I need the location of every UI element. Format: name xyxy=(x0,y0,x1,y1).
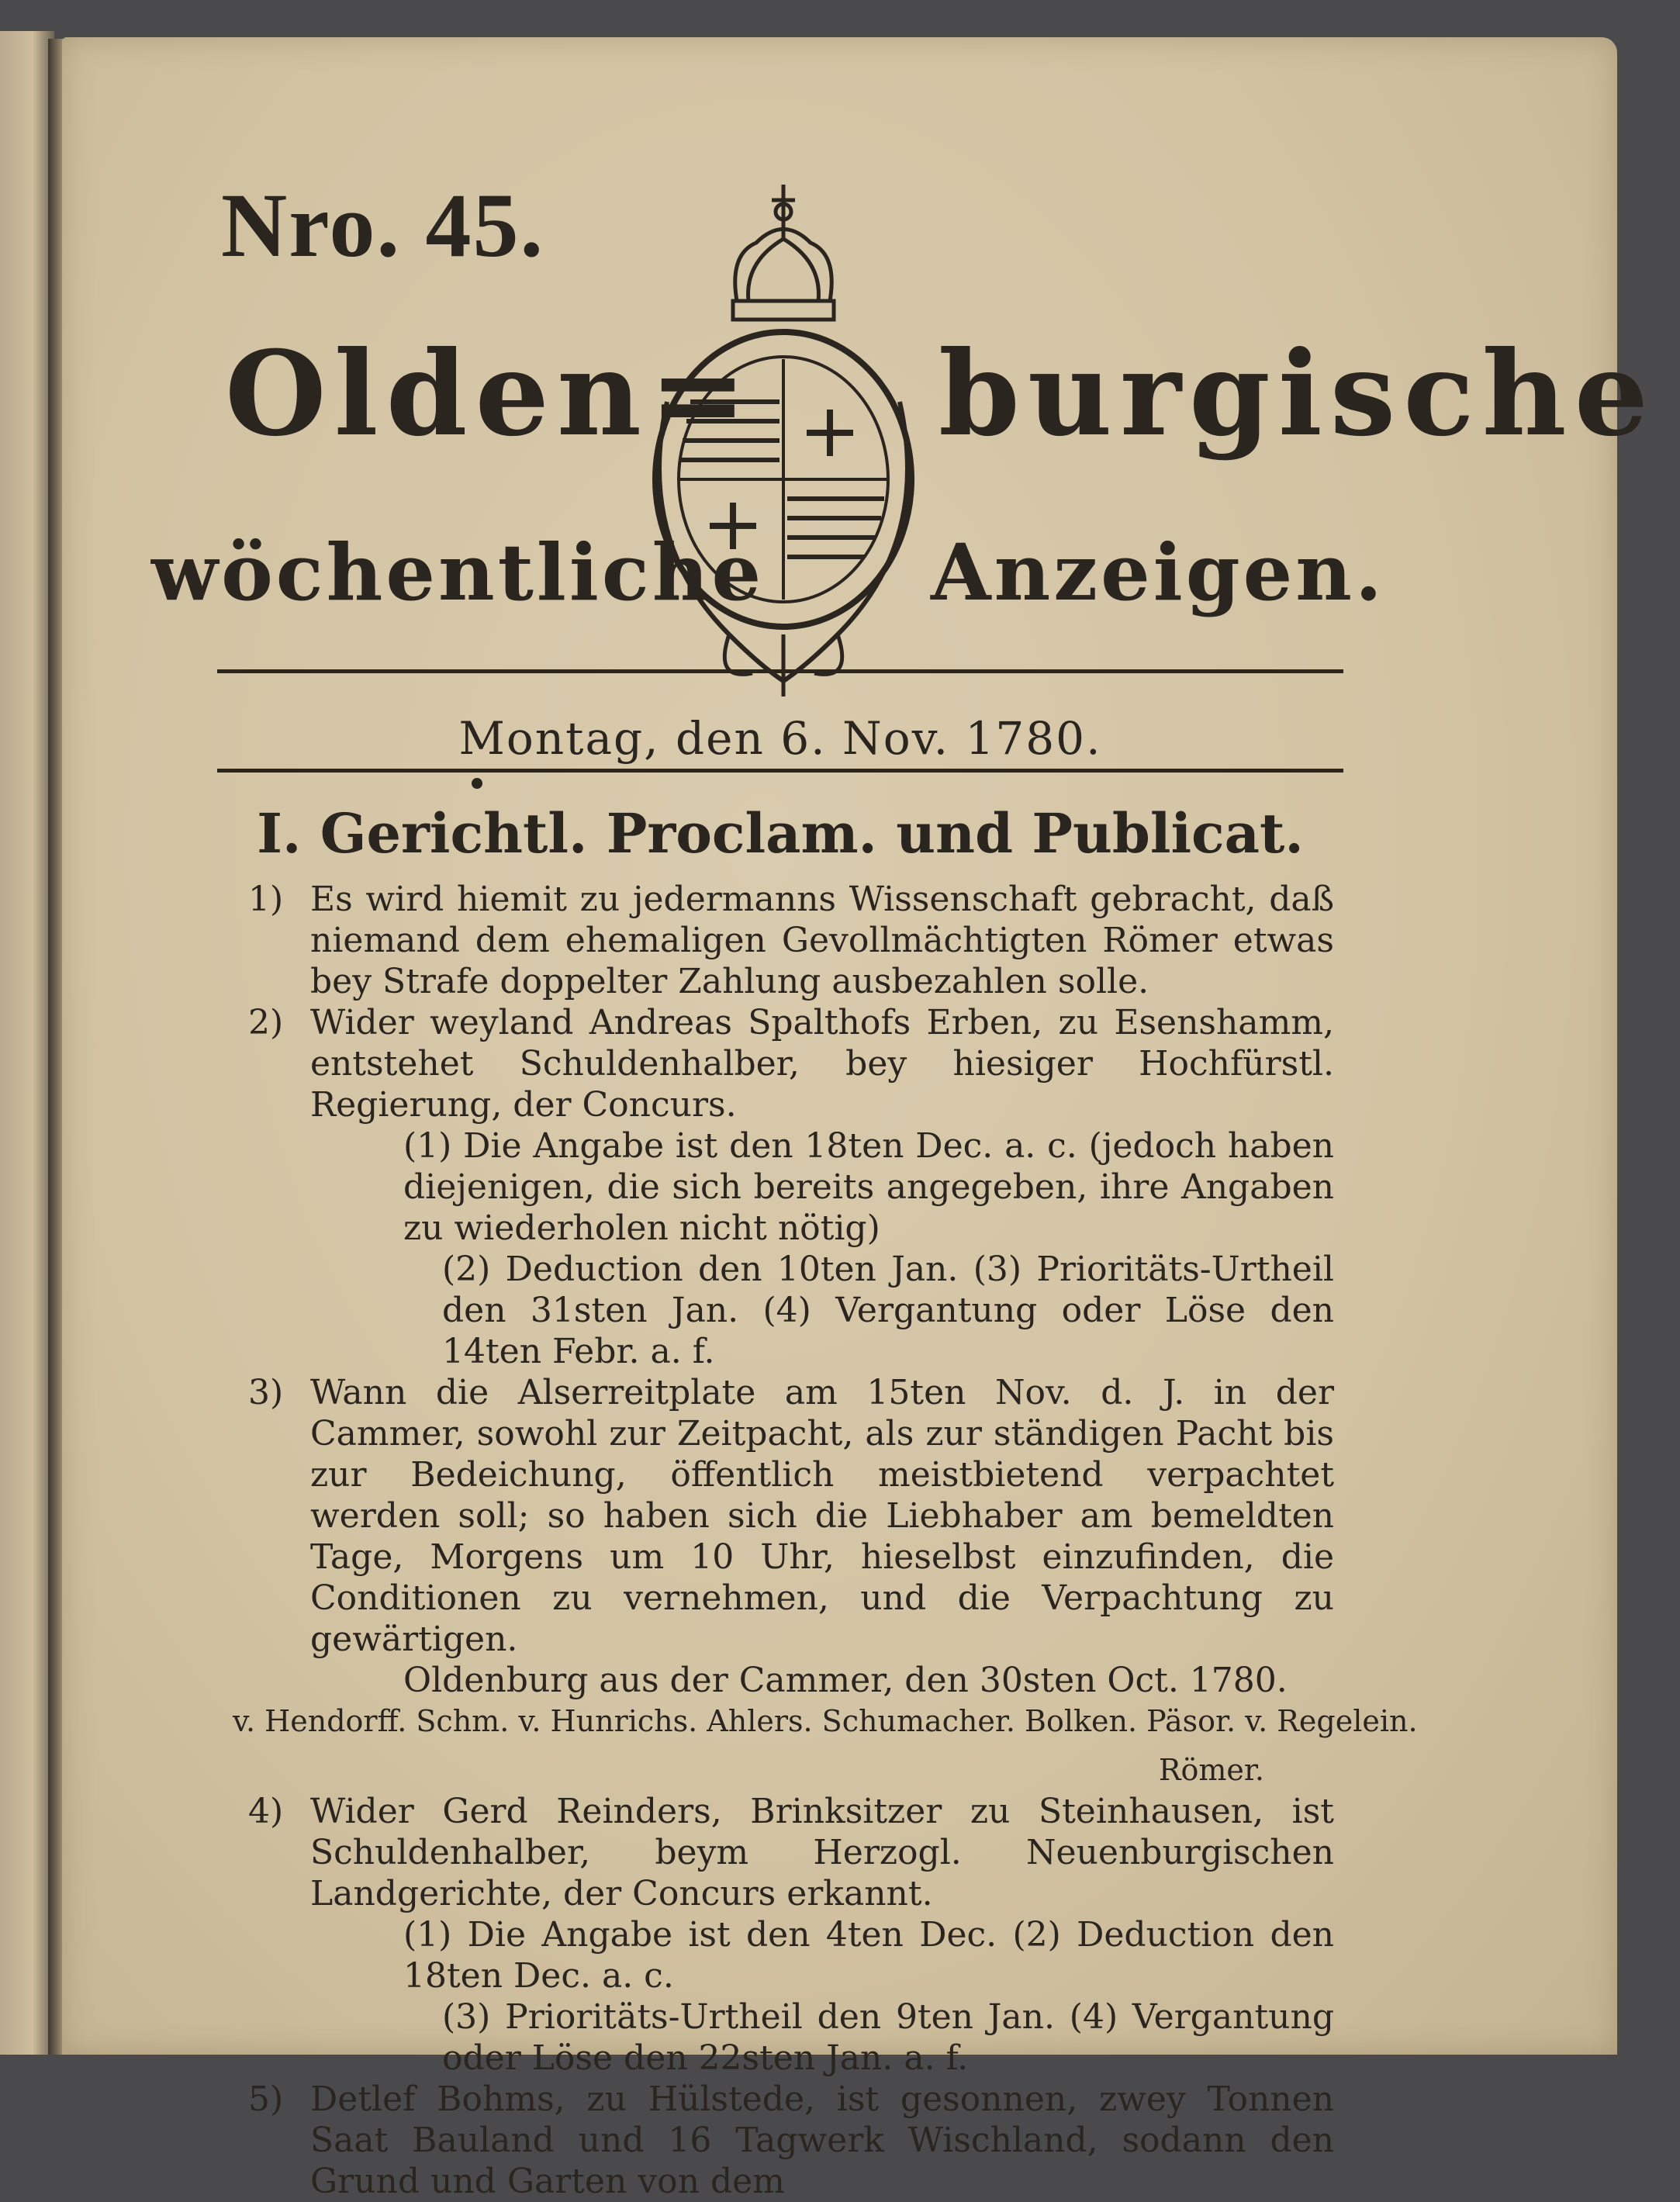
notice-number: 3) xyxy=(248,1373,284,1412)
left-page-edge xyxy=(0,31,54,2055)
masthead-title-left: Olden= xyxy=(225,326,755,462)
notice-item xyxy=(248,1002,1334,1372)
notice-number: 4) xyxy=(248,1792,284,1831)
notice-text: Wider weyland Andreas Spalthofs Erben, zu Esenshamm, entstehet Schuldenhalber, bey hiesiger Hochfürstl. Regierung, der Concurs. xyxy=(310,1003,1334,1125)
signature-last: Römer. xyxy=(1158,1753,1264,1787)
notice-number: 5) xyxy=(248,2079,284,2119)
masthead-subtitle-left: wöchentliche xyxy=(151,527,765,618)
notice-subclause: (1) Die Angabe ist den 18ten Dec. a. c. (jedoch haben diejenigen, die sich bereits angegeben, ihre Angaben zu wiederholen nicht nötig) xyxy=(403,1126,1334,1248)
header-rule-bottom xyxy=(217,769,1343,773)
notice-item xyxy=(248,2079,1334,2202)
signatures-line: v. Hendorff. Schm. v. Hunrichs. Ahlers. Schumacher. Bolken. Päsor. v. Regelein. xyxy=(233,1704,1418,1738)
notice-item xyxy=(248,1791,1334,2079)
ink-dot xyxy=(472,778,482,789)
notice-number: 2) xyxy=(248,1003,284,1042)
masthead-subtitle-right: Anzeigen. xyxy=(931,527,1385,618)
section-title: I. Gerichtl. Proclam. und Publicat. xyxy=(257,801,1304,866)
notice-subclause: (3) Prioritäts-Urtheil den 9ten Jan. (4) Vergantung oder Löse den 22sten Jan. a. f. xyxy=(442,1997,1334,2078)
notice-text: Es wird hiemit zu jedermanns Wissenschaft gebracht, daß niemand dem ehemaligen Gevollmächtigten Römer etwas bey Strafe doppelter Zahlung ausbezahlen solle. xyxy=(310,880,1334,1001)
notice-place-date: Oldenburg aus der Cammer, den 30sten Oct. 1780. xyxy=(403,1661,1288,1700)
newspaper-page xyxy=(62,37,1657,2201)
notice-subclause: (2) Deduction den 10ten Jan. (3) Prioritäts-Urtheil den 31sten Jan. (4) Vergantung oder Löse den 14ten Febr. a. f. xyxy=(442,1250,1334,1371)
notice-text: Wider Gerd Reinders, Brinksitzer zu Steinhausen, ist Schuldenhalber, beym Herzogl. Neuenburgischen Landgerichte, der Concurs erkannt. xyxy=(310,1792,1334,1913)
header-rule-top xyxy=(217,669,1343,673)
notice-number: 1) xyxy=(248,880,284,919)
notices-block xyxy=(233,879,1418,2202)
notice-subclause: (1) Die Angabe ist den 4ten Dec. (2) Deduction den 18ten Dec. a. c. xyxy=(403,1915,1334,1996)
issue-date: Montag, den 6. Nov. 1780. xyxy=(458,712,1102,765)
notice-item xyxy=(248,1372,1334,1701)
notice-text: Wann die Alserreitplate am 15ten Nov. d. J. in der Cammer, sowohl zur Zeitpacht, als zur ständigen Pacht bis zur Bedeichung, öffentlich meistbietend verpachtet werden soll; so haben sich die Liebhaber am bemeldten Tage, Morgens um 10 Uhr, hieselbst einzufinden, die Conditionen zu vernehmen, und die Verpachtung zu gewärtigen. xyxy=(310,1373,1334,1659)
masthead-title-right: burgische xyxy=(939,326,1657,462)
issue-number: Nro. 45. xyxy=(221,175,544,276)
notice-text: Detlef Bohms, zu Hülstede, ist gesonnen, zwey Tonnen Saat Bauland und 16 Tagwerk Wischland, sodann den Grund und Garten von dem xyxy=(310,2079,1334,2201)
notice-item xyxy=(248,879,1334,1002)
